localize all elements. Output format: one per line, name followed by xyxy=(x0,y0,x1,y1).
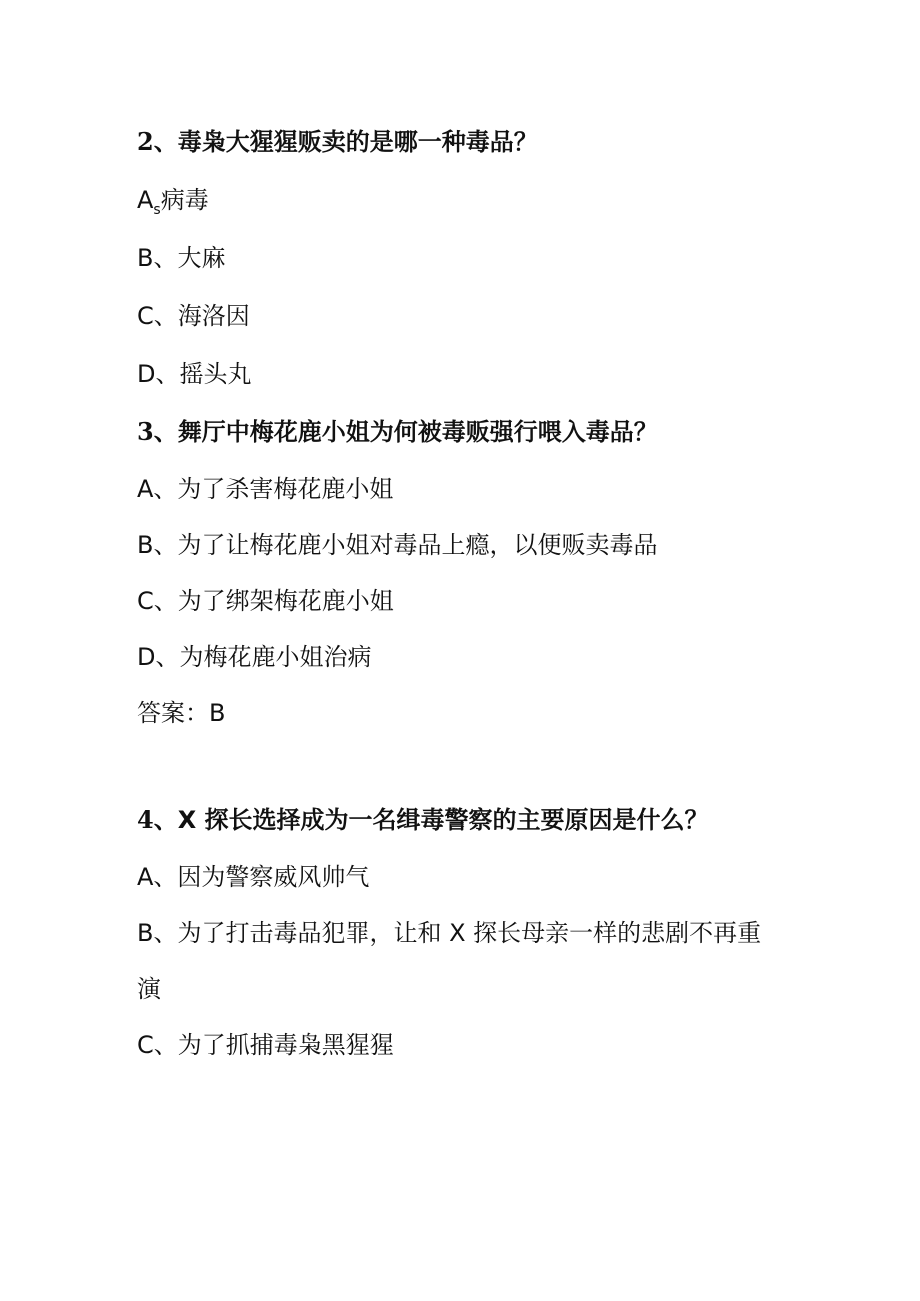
question-text: 、X 探长选择成为一名缉毒警察的主要原因是什么？ xyxy=(153,806,709,834)
question-3-answer: 答案：B xyxy=(137,699,226,727)
question-2-option-c: C、海洛因 xyxy=(137,302,250,330)
question-2-option-b: B、大麻 xyxy=(137,244,226,272)
question-4-option-c: C、为了抓捕毒枭黑猩猩 xyxy=(137,1031,394,1059)
question-2-title xyxy=(137,126,538,158)
question-number: 3 xyxy=(137,417,154,446)
question-number: 4 xyxy=(137,805,154,834)
option-prefix: A xyxy=(137,186,154,214)
question-3-title xyxy=(137,416,658,448)
question-4-option-b: B、为了打击毒品犯罪，让和 X 探长母亲一样的悲剧不再重 xyxy=(137,919,762,947)
question-text: 、舞厅中梅花鹿小姐为何被毒贩强行喂入毒品？ xyxy=(153,418,658,446)
question-number: 2 xyxy=(137,127,154,156)
option-prefix-subscript: s xyxy=(153,202,161,218)
question-4-title xyxy=(137,804,709,836)
question-3-option-d: D、为梅花鹿小姐治病 xyxy=(137,643,372,671)
question-2-option-d: D、摇头丸 xyxy=(137,360,252,388)
option-text: 病毒 xyxy=(160,186,209,214)
question-3-option-a: A、为了杀害梅花鹿小姐 xyxy=(137,475,394,503)
question-4-option-b-continuation: 演 xyxy=(137,975,161,1003)
question-4-option-a: A、因为警察威风帅气 xyxy=(137,863,370,891)
question-text: 、毒枭大猩猩贩卖的是哪一种毒品？ xyxy=(153,128,538,156)
question-2-option-a xyxy=(137,184,209,226)
question-3-option-b: B、为了让梅花鹿小姐对毒品上瘾，以便贩卖毒品 xyxy=(137,531,658,559)
question-3-option-c: C、为了绑架梅花鹿小姐 xyxy=(137,587,394,615)
